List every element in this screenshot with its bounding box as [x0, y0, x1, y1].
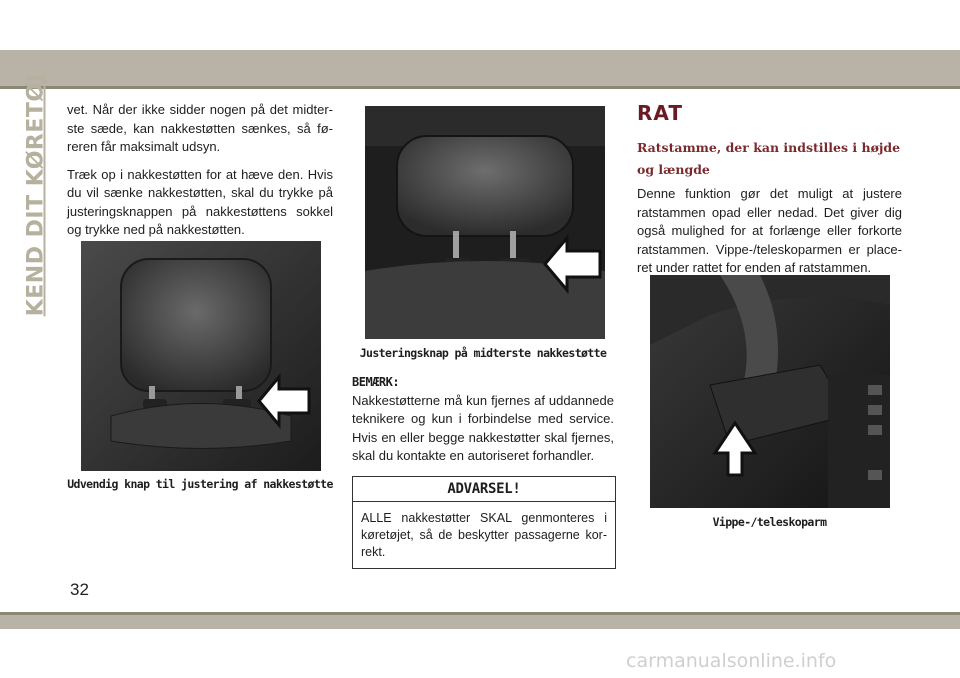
note-heading: BEMÆRK:	[352, 375, 400, 389]
subsection-heading: Ratstamme, der kan indstilles i højde og længde	[637, 140, 901, 177]
paragraph: vet. Når der ikke sidder nogen på det midter-ste sæde, kan nakkestøtten sænkes, så fø-reren får maksimalt udsyn.	[67, 102, 333, 154]
section-heading: RAT	[637, 101, 683, 125]
warning-body: ALLE nakkestøtter SKAL genmonteres i køretøjet, så de beskytter passagerne kor-rekt.	[361, 511, 607, 559]
warning-box	[352, 476, 616, 569]
section-side-tab-label: KEND DIT KØRETØJ	[23, 73, 49, 317]
page-number: 32	[70, 580, 89, 599]
warning-title: ADVARSEL!	[353, 477, 615, 502]
figure-caption: Justeringsknap på midterste nakkestøtte	[359, 346, 607, 360]
footer-band	[0, 615, 960, 629]
header-rule	[0, 86, 960, 89]
section-side-tab	[18, 73, 54, 317]
header-band	[0, 50, 960, 86]
headrest-middle-photo	[365, 106, 605, 339]
note-body: Nakkestøtterne må kun fjernes af uddannede teknikere og kun i forbindelse med service. Hvis en eller begge nakkestøtter skal fjernes, skal du kontakte en autoriseret forhandler.	[352, 392, 614, 463]
figure-caption: Udvendig knap til justering af nakkestøtte	[67, 477, 333, 491]
headrest-outer-photo	[81, 241, 321, 471]
watermark-text: carmanualsonline.info	[626, 650, 837, 672]
tilt-telescope-lever-photo	[650, 275, 890, 508]
paragraph: Træk op i nakkestøtten for at hæve den. Hvis du vil sænke nakkestøtten, skal du trykke på justeringsknappen på nakkestøttens sokkel og trykke ned på nakkestøtten.	[67, 166, 333, 237]
column-left	[67, 101, 333, 249]
note-block	[352, 373, 614, 466]
paragraph: Denne funktion gør det muligt at justere ratstammen opad eller nedad. Det giver dig også mulighed for at forlænge eller forkorte ratstammen. Vippe-/teleskoparmen er place-ret under rattet for enden af ratstammen.	[637, 186, 902, 275]
column-right	[637, 185, 902, 287]
figure-caption: Vippe-/teleskoparm	[712, 515, 827, 529]
